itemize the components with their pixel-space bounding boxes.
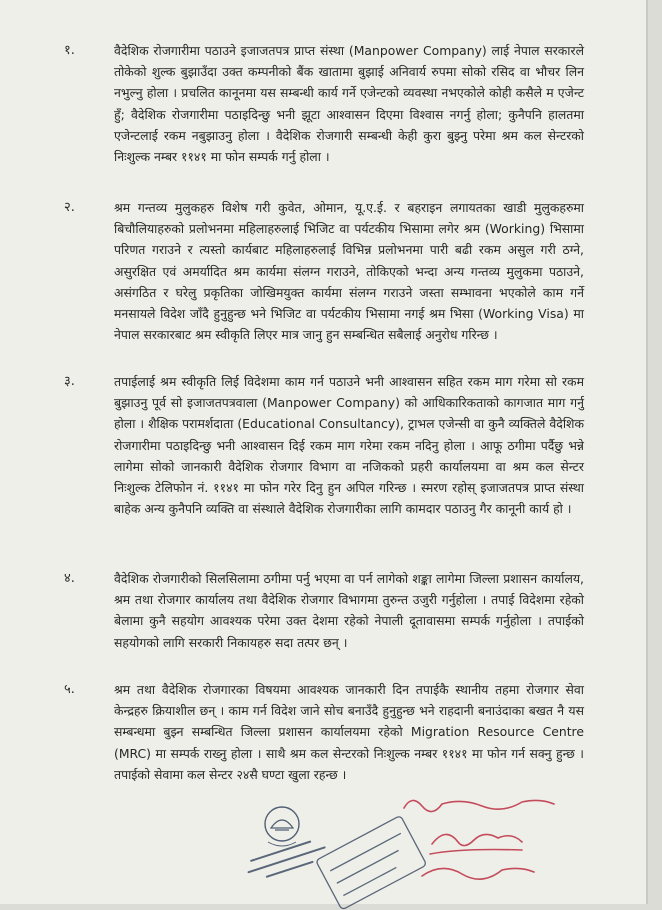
paragraph-1 [64, 40, 584, 167]
paragraph-5 [64, 679, 584, 785]
paragraph-number: ४. [64, 571, 75, 586]
paragraph-3 [64, 371, 584, 519]
paragraph-text: तपाईलाई श्रम स्वीकृति लिई विदेशमा काम गर्न पठाउने भनी आश्वासन सहित रकम माग गरेमा सो रकम बुझाउनु पूर्व सो इजाजतपत्रवाला (Manpower Company) को आधिकारिकताको कागजात माग गर्नु होला । शैक्षिक परामर्शदाता (Educational Consultancy), ट्राभल एजेन्सी वा कुनै व्यक्तिले वैदेशिक रोजगारीमा पठाइदिन्छु भनी आश्वासन दिई रकम माग गरेमा रकम नदिनु होला । आफू ठगीमा पर्दैछु भन्ने लागेमा सोको जानकारी वैदेशिक रोजगार विभाग वा नजिकको प्रहरी कार्यालयमा वा श्रम कल सेन्टर निःशुल्क टेलिफोन नं. ११४१ मा फोन गरेर दिनु हुन अपिल गरिन्छ । स्मरण रहोस् इजाजतपत्र प्राप्त संस्था बाहेक अन्य कुनैपनि व्यक्ति वा संस्थाले वैदेशिक रोजगारीका लागि कामदार पठाउनु गैर कानूनी कार्य हो । [114, 374, 584, 517]
signature-scribble [402, 792, 562, 892]
paragraph-text: श्रम गन्तव्य मुलुकहरु विशेष गरी कुवेत, ओमान, यू.ए.ई. र बहराइन लगायतका खाडी मुलुकहरुमा बिचौलियाहरुको प्रलोभनमा महिलाहरुलाई भिजिट वा पर्यटकीय भिसामा लगेर श्रम (Working) भिसामा परिणत गराउने र त्यस्तो कार्यबाट महिलाहरुलाई विभिन्न प्रलोभनमा पारी बढी रकम असुल गरी ठग्ने, असुरक्षित एवं अमर्यादित श्रम कार्यमा संलग्न गराउने, तोकिएको भन्दा अन्य गन्तव्य मुलुकमा पठाउने, असंगठित र घरेलु प्रकृतिका जोखिमयुक्त कार्यमा संलग्न गराउने जस्ता सम्भावना भएकोले काम गर्ने मनसायले विदेश जाँदै हुनुहुन्छ भने भिजिट वा पर्यटकीय भिसामा नगई श्रम भिसा (Working Visa) मा नेपाल सरकारबाट श्रम स्वीकृति लिएर मात्र जानु हुन सम्बन्धित सबैलाई अनुरोध गरिन्छ । [114, 200, 584, 343]
paragraph-text: वैदेशिक रोजगारीमा पठाउने इजाजतपत्र प्राप्त संस्था (Manpower Company) लाई नेपाल सरकारले तोकेको शुल्क बुझाउँदा उक्त कम्पनीको बैंक खातामा बुझाई अनिवार्य रुपमा सोको रसिद वा भौचर लिन नभुल्नु होला । प्रचलित कानूनमा यस सम्बन्धी कार्य गर्ने एजेन्टको व्यवस्था नभएकोले कोही कसैले म एजेन्ट हुँ; वैदेशिक रोजगारीमा पठाइदिन्छु भनी झूटा आश्वासन दिएमा विश्वास नगर्नु होला; कुनैपनि हालतमा एजेन्टलाई रकम नबुझाउनु होला । वैदेशिक रोजगारी सम्बन्धी केही कुरा बुझ्नु परेमा श्रम कल सेन्टरको निःशुल्क नम्बर ११४१ मा फोन सम्पर्क गर्नु होला । [114, 43, 584, 165]
paragraph-text: श्रम तथा वैदेशिक रोजगारका विषयमा आवश्यक जानकारी दिन तपाईकै स्थानीय तहमा रोजगार सेवा केन्द्रहरु क्रियाशील छन् । काम गर्न विदेश जाने सोच बनाउँदै हुनुहुन्छ भने राहदानी बनाउंदाका बखत नै यस सम्बन्धमा बुझ्न सम्बन्धित जिल्ला प्रशासन कार्यालयमा रहेको Migration Resource Centre (MRC) मा सम्पर्क राख्नु होला । साथै श्रम कल सेन्टरको निःशुल्क नम्बर ११४१ मा फोन गर्न सक्नु हुन्छ । तपाईको सेवामा कल सेन्टर २४सै घण्टा खुला रहन्छ । [114, 682, 584, 782]
paragraph-text: वैदेशिक रोजगारीको सिलसिलामा ठगीमा पर्नु भएमा वा पर्न लागेको शङ्का लागेमा जिल्ला प्रशासन कार्यालय, श्रम तथा रोजगार कार्यालय तथा वैदेशिक रोजगार विभागमा तुरुन्त उजुरी गर्नुहोला । तपाई विदेशमा रहेको बेलामा कुनै सहयोग आवश्यक परेमा उक्त देशमा रहेको नेपाली दूतावासमा सम्पर्क गर्नुहोला । तपाईको सहयोगको लागि सरकारी निकायहरु सदा तत्पर छन् । [114, 571, 584, 650]
paragraph-number: ५. [64, 682, 75, 697]
paragraph-4 [64, 568, 584, 653]
paragraph-number: ३. [64, 374, 75, 389]
paragraph-2 [64, 197, 584, 345]
paragraph-number: २. [64, 200, 75, 215]
paragraph-number: १. [64, 43, 75, 58]
emblem-icon [265, 807, 299, 841]
